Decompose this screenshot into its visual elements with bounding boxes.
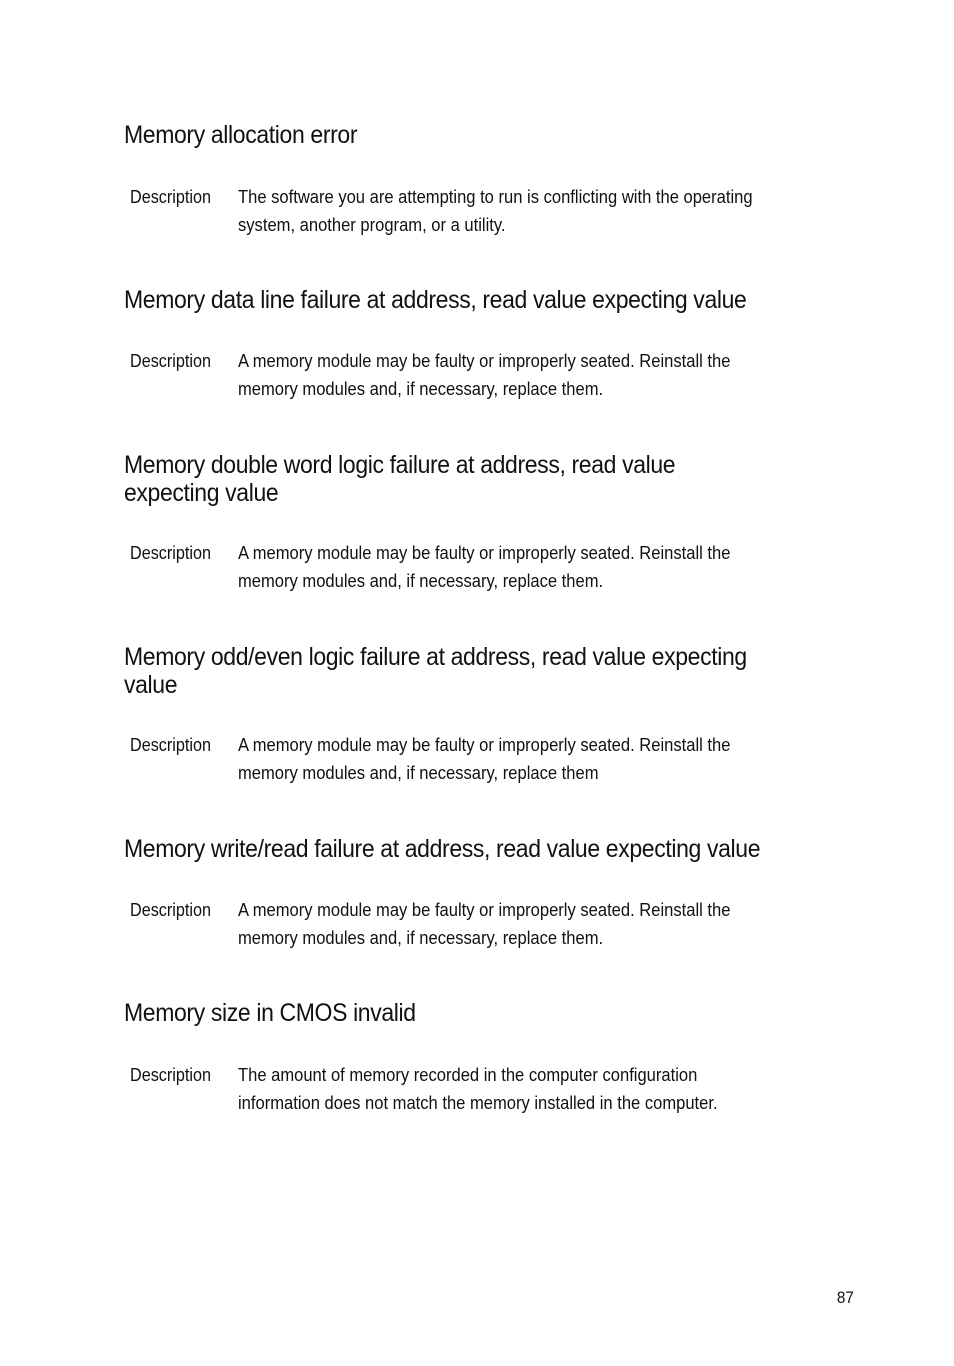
section-title: Memory size in CMOS invalid: [124, 999, 416, 1027]
section-memory-write-read-failure: [124, 835, 854, 955]
page-number: 87: [836, 1288, 854, 1307]
description-row: [130, 1062, 850, 1117]
description-label: Description: [130, 735, 212, 755]
description-label: Description: [130, 543, 212, 563]
section-title: Memory odd/even logic failure at address, read value expecting value: [124, 643, 747, 699]
section-title: Memory allocation error: [124, 121, 358, 149]
description-text: A memory module may be faulty or improperly seated. Reinstall the memory modules and, if necessary, replace them.: [238, 900, 731, 948]
description-row: [130, 184, 850, 239]
section-memory-odd-even-logic-failure: [124, 643, 854, 793]
section-memory-data-line-failure: [124, 286, 854, 406]
description-text: A memory module may be faulty or improperly seated. Reinstall the memory modules and, if necessary, replace them.: [238, 543, 731, 591]
section-title: Memory data line failure at address, read value expecting value: [124, 286, 747, 314]
section-title: Memory double word logic failure at address, read value expecting value: [124, 451, 676, 507]
section-title: Memory write/read failure at address, read value expecting value: [124, 835, 761, 863]
description-row: [130, 348, 850, 403]
description-row: [130, 540, 850, 595]
description-row: [130, 897, 850, 952]
description-text: The amount of memory recorded in the computer configuration information does not match the memory installed in the computer.: [238, 1065, 718, 1113]
description-text: A memory module may be faulty or improperly seated. Reinstall the memory modules and, if necessary, replace them.: [238, 351, 731, 399]
description-row: [130, 732, 850, 787]
description-label: Description: [130, 187, 212, 207]
section-memory-double-word-logic-failure: [124, 451, 854, 601]
description-text: The software you are attempting to run is conflicting with the operating system, another program, or a utility.: [238, 187, 753, 235]
description-label: Description: [130, 900, 212, 920]
description-text: A memory module may be faulty or improperly seated. Reinstall the memory modules and, if necessary, replace them: [238, 735, 731, 783]
section-memory-allocation-error: [124, 121, 854, 241]
description-label: Description: [130, 351, 212, 371]
section-memory-size-cmos-invalid: [124, 999, 854, 1119]
description-label: Description: [130, 1065, 212, 1085]
